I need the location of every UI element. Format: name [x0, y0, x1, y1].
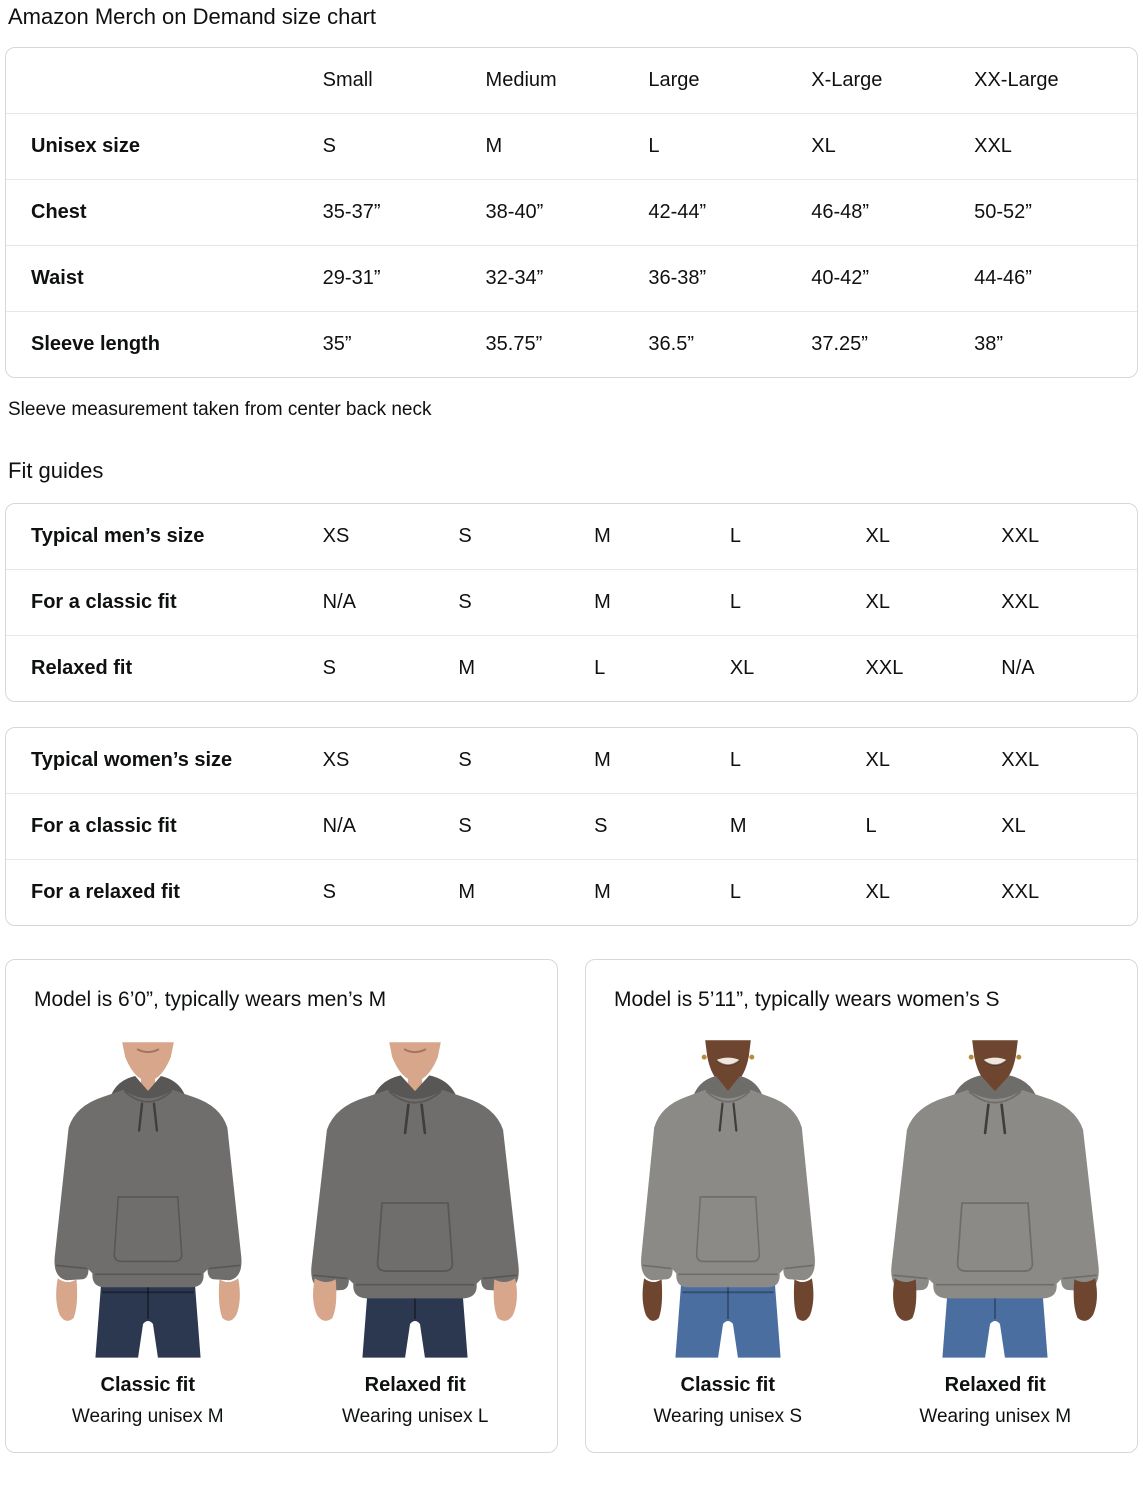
fit-label: Relaxed fit — [944, 1374, 1046, 1397]
size-cell: 35-37” — [323, 179, 486, 245]
size-cell: M — [594, 524, 611, 547]
size-cell: XL — [865, 748, 891, 771]
figure-caption — [282, 1374, 550, 1428]
size-chart-col-header: Medium — [486, 48, 649, 114]
fit-label: Classic fit — [100, 1374, 195, 1397]
size-cell: XL — [1001, 793, 1137, 859]
size-cell: 50-52” — [974, 179, 1137, 245]
size-cell: L — [730, 859, 866, 925]
fit-guide-men-table — [5, 503, 1138, 702]
size-cell: S — [458, 793, 594, 859]
size-cell: XL — [811, 135, 836, 158]
hoodie-model-illustration — [24, 1029, 272, 1359]
model-figures — [594, 1025, 1129, 1428]
fit-label: Classic fit — [680, 1374, 775, 1397]
table-row-men-relaxed-fit — [6, 635, 1137, 701]
size-cell: XXL — [866, 635, 1002, 701]
size-cell: M — [594, 569, 730, 635]
size-chart-col-header: Large — [648, 48, 811, 114]
model-figures — [14, 1025, 549, 1428]
size-cell: 46-48” — [811, 179, 974, 245]
size-cell: N/A — [323, 793, 459, 859]
size-cell: XXL — [1001, 569, 1137, 635]
size-cell: L — [866, 793, 1002, 859]
wearing-label: Wearing unisex M — [919, 1406, 1072, 1428]
model-photo-men-relaxed — [282, 1025, 550, 1359]
model-figure-classic — [14, 1025, 282, 1428]
model-card-title: Model is 5’11”, typically wears women’s S — [614, 987, 1000, 1011]
row-label: Unisex size — [31, 135, 140, 158]
size-cell: 32-34” — [486, 245, 649, 311]
size-cell: M — [458, 859, 594, 925]
size-cell: 42-44” — [648, 179, 811, 245]
jeans — [675, 1280, 780, 1357]
size-cell: XXL — [1001, 748, 1040, 771]
size-chart-table — [5, 47, 1138, 378]
model-cards — [5, 959, 1138, 1453]
spacer — [5, 702, 1138, 727]
size-cell: 44-46” — [974, 245, 1137, 311]
size-cell: S — [458, 524, 472, 547]
size-cell: 35.75” — [486, 311, 649, 377]
size-cell: S — [322, 135, 337, 158]
hoodie-model-illustration — [604, 1029, 852, 1359]
wearing-label: Wearing unisex L — [342, 1406, 489, 1428]
size-cell: 29-31” — [323, 245, 486, 311]
size-cell: M — [730, 793, 866, 859]
hoodie-model-illustration — [871, 1029, 1119, 1359]
figure-caption — [594, 1374, 862, 1428]
model-figure-relaxed — [282, 1025, 550, 1428]
size-cell: 36.5” — [648, 311, 811, 377]
size-cell: M — [458, 635, 594, 701]
table-row-waist — [6, 245, 1137, 311]
model-photo-women-relaxed — [862, 1025, 1130, 1359]
size-cell: 35” — [323, 311, 486, 377]
row-label: For a relaxed fit — [6, 859, 323, 925]
size-chart-col-header: X-Large — [811, 48, 974, 114]
row-label: Typical women’s size — [31, 748, 233, 771]
size-cell: 36-38” — [648, 245, 811, 311]
size-cell: S — [323, 635, 459, 701]
size-chart-corner-cell — [6, 48, 323, 114]
table-row-women-classic-fit — [6, 793, 1137, 859]
table-row-men-classic-fit — [6, 569, 1137, 635]
size-chart-header-row — [6, 48, 1137, 114]
model-card-title: Model is 6’0”, typically wears men’s M — [34, 987, 387, 1011]
size-cell: L — [648, 135, 660, 158]
size-cell: XXL — [1001, 524, 1040, 547]
row-label: Typical men’s size — [31, 524, 205, 547]
size-cell: N/A — [323, 569, 459, 635]
hoodie — [891, 1075, 1099, 1298]
table-row-unisex-size — [6, 114, 1137, 179]
row-label: Chest — [6, 179, 323, 245]
figure-caption — [14, 1374, 282, 1428]
size-cell: M — [594, 859, 730, 925]
size-cell: S — [594, 793, 730, 859]
figure-caption — [862, 1374, 1130, 1428]
size-cell: XL — [866, 569, 1002, 635]
table-row-chest — [6, 179, 1137, 245]
table-row-sleeve-length — [6, 311, 1137, 377]
fit-label: Relaxed fit — [364, 1374, 466, 1397]
model-figure-relaxed — [862, 1025, 1130, 1428]
size-cell: N/A — [1001, 635, 1137, 701]
model-card-men — [5, 959, 558, 1453]
jeans — [95, 1280, 200, 1357]
size-cell: S — [458, 569, 594, 635]
size-cell: L — [729, 524, 741, 547]
row-label: For a classic fit — [6, 569, 323, 635]
size-cell: S — [323, 859, 459, 925]
size-cell: XS — [322, 748, 350, 771]
size-cell: XL — [866, 859, 1002, 925]
fit-guide-women-table — [5, 727, 1138, 926]
size-cell: L — [730, 569, 866, 635]
row-label: Relaxed fit — [6, 635, 323, 701]
size-cell: S — [458, 748, 472, 771]
hoodie — [311, 1075, 519, 1298]
size-cell: 38-40” — [486, 179, 649, 245]
wearing-label: Wearing unisex M — [71, 1406, 224, 1428]
size-chart-col-header: Small — [323, 48, 486, 114]
fit-guides-heading: Fit guides — [8, 458, 104, 484]
page-title: Amazon Merch on Demand size chart — [8, 4, 377, 29]
size-cell: M — [594, 748, 611, 771]
size-cell: 37.25” — [811, 311, 974, 377]
model-card-women — [585, 959, 1138, 1453]
hoodie-model-illustration — [291, 1029, 539, 1359]
size-cell: 40-42” — [811, 245, 974, 311]
size-cell: L — [594, 635, 730, 701]
row-label: Sleeve length — [6, 311, 323, 377]
wearing-label: Wearing unisex S — [653, 1406, 803, 1428]
hoodie — [641, 1076, 815, 1287]
table-row-typical-womens-size — [6, 728, 1137, 793]
size-chart-col-header: XX-Large — [974, 48, 1137, 114]
table-row-typical-mens-size — [6, 504, 1137, 569]
size-cell: 38” — [974, 311, 1137, 377]
model-photo-women-classic — [594, 1025, 862, 1359]
hoodie — [54, 1076, 241, 1287]
size-cell: XXL — [1001, 859, 1137, 925]
size-cell: XL — [865, 524, 891, 547]
model-photo-men-classic — [14, 1025, 282, 1359]
model-figure-classic — [594, 1025, 862, 1428]
size-cell: XS — [322, 524, 350, 547]
row-label: For a classic fit — [6, 793, 323, 859]
size-cell: M — [485, 135, 503, 158]
size-cell: XXL — [974, 135, 1012, 158]
row-label: Waist — [6, 245, 323, 311]
size-cell: L — [729, 748, 741, 771]
size-cell: XL — [730, 635, 866, 701]
table-row-women-relaxed-fit — [6, 859, 1137, 925]
sleeve-measurement-note: Sleeve measurement taken from center back neck — [8, 399, 432, 421]
